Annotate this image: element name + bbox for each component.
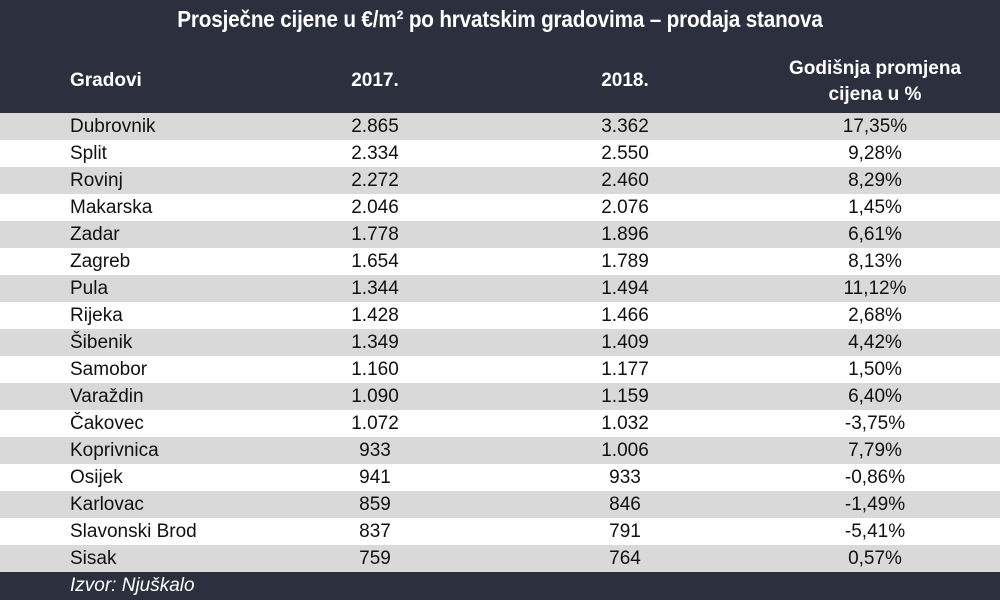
cell-change: 6,40% bbox=[848, 386, 902, 407]
table-row bbox=[0, 464, 1000, 491]
table-row bbox=[0, 356, 1000, 383]
cell-change: -1,49% bbox=[844, 494, 906, 515]
cell-2017: 759 bbox=[359, 548, 391, 569]
cell-change: 2,68% bbox=[848, 305, 902, 326]
table-row bbox=[0, 275, 1000, 302]
cell-change: 8,13% bbox=[848, 251, 902, 272]
table-row bbox=[0, 302, 1000, 329]
cell-2017: 1.160 bbox=[351, 359, 399, 380]
cell-2017: 1.090 bbox=[351, 386, 399, 407]
cell-city: Samobor bbox=[70, 359, 148, 380]
cell-city: Dubrovnik bbox=[70, 116, 156, 137]
column-header-2017: 2017. bbox=[351, 70, 399, 91]
table-row bbox=[0, 545, 1000, 572]
cell-2017: 1.654 bbox=[351, 251, 399, 272]
cell-city: Šibenik bbox=[70, 332, 133, 353]
table-row bbox=[0, 437, 1000, 464]
cell-2018: 1.006 bbox=[601, 440, 649, 461]
cell-city: Zadar bbox=[70, 224, 120, 245]
cell-city: Pula bbox=[70, 278, 109, 299]
cell-change: 6,61% bbox=[848, 224, 902, 245]
table-row bbox=[0, 248, 1000, 275]
cell-city: Rovinj bbox=[70, 170, 123, 191]
cell-2017: 2.046 bbox=[351, 197, 399, 218]
table-row bbox=[0, 410, 1000, 437]
cell-city: Osijek bbox=[70, 467, 123, 488]
cell-city: Split bbox=[70, 143, 107, 164]
cell-city: Čakovec bbox=[70, 413, 144, 434]
cell-2018: 2.076 bbox=[601, 197, 649, 218]
cell-2018: 1.789 bbox=[601, 251, 649, 272]
cell-2017: 1.072 bbox=[351, 413, 399, 434]
cell-city: Karlovac bbox=[70, 494, 144, 515]
cell-change: -0,86% bbox=[844, 467, 906, 488]
table-footer bbox=[0, 572, 1000, 600]
cell-2018: 1.032 bbox=[601, 413, 649, 434]
cell-2018: 1.177 bbox=[601, 359, 649, 380]
cell-change: -5,41% bbox=[844, 521, 906, 542]
table-row bbox=[0, 383, 1000, 410]
cell-change: 7,79% bbox=[848, 440, 902, 461]
cell-city: Makarska bbox=[70, 197, 153, 218]
table-row bbox=[0, 329, 1000, 356]
cell-change: -3,75% bbox=[844, 413, 906, 434]
cell-change: 11,12% bbox=[843, 278, 907, 299]
cell-city: Varaždin bbox=[70, 386, 144, 407]
table-row bbox=[0, 518, 1000, 545]
column-header-change-line1: Godišnja promjena bbox=[788, 58, 962, 79]
cell-2017: 2.334 bbox=[351, 143, 399, 164]
cell-2017: 2.272 bbox=[351, 170, 399, 191]
source-note: Izvor: Njuškalo bbox=[70, 575, 195, 596]
cell-change: 0,57% bbox=[848, 548, 902, 569]
table-title: Prosječne cijene u €/m² po hrvatskim gradovima – prodaja stanova bbox=[177, 6, 823, 32]
column-header-change-line2: cijena u % bbox=[828, 84, 922, 105]
cell-2018: 764 bbox=[609, 548, 641, 569]
table-row bbox=[0, 194, 1000, 221]
cell-2018: 2.460 bbox=[601, 170, 649, 191]
cell-change: 9,28% bbox=[848, 143, 902, 164]
cell-city: Koprivnica bbox=[70, 440, 159, 461]
table-header bbox=[0, 0, 1000, 113]
cell-2018: 2.550 bbox=[601, 143, 649, 164]
cell-2018: 1.409 bbox=[601, 332, 649, 353]
table-row bbox=[0, 140, 1000, 167]
cell-2018: 791 bbox=[609, 521, 641, 542]
column-header-city: Gradovi bbox=[70, 70, 142, 91]
table-row bbox=[0, 221, 1000, 248]
cell-city: Slavonski Brod bbox=[70, 521, 197, 542]
cell-city: Rijeka bbox=[70, 305, 123, 326]
cell-2017: 1.778 bbox=[351, 224, 399, 245]
column-header-2018: 2018. bbox=[601, 70, 649, 91]
cell-2018: 3.362 bbox=[601, 116, 649, 137]
table-row bbox=[0, 113, 1000, 140]
cell-city: Zagreb bbox=[70, 251, 131, 272]
cell-2018: 1.466 bbox=[601, 305, 649, 326]
cell-2017: 859 bbox=[359, 494, 391, 515]
cell-2018: 1.896 bbox=[601, 224, 649, 245]
cell-change: 4,42% bbox=[848, 332, 902, 353]
table-row bbox=[0, 167, 1000, 194]
cell-2017: 2.865 bbox=[351, 116, 399, 137]
cell-2017: 941 bbox=[359, 467, 391, 488]
column-header-change bbox=[760, 56, 990, 108]
cell-2017: 1.428 bbox=[351, 305, 399, 326]
cell-2018: 1.159 bbox=[601, 386, 649, 407]
cell-change: 1,45% bbox=[848, 197, 902, 218]
cell-2017: 1.349 bbox=[351, 332, 399, 353]
cell-2017: 933 bbox=[359, 440, 391, 461]
cell-2017: 837 bbox=[359, 521, 391, 542]
table-body bbox=[0, 113, 1000, 572]
cell-city: Sisak bbox=[70, 548, 117, 569]
cell-2018: 1.494 bbox=[601, 278, 649, 299]
cell-change: 1,50% bbox=[848, 359, 902, 380]
cell-change: 17,35% bbox=[842, 116, 908, 137]
table-row bbox=[0, 491, 1000, 518]
cell-2018: 846 bbox=[609, 494, 641, 515]
cell-2018: 933 bbox=[609, 467, 641, 488]
cell-change: 8,29% bbox=[848, 170, 902, 191]
cell-2017: 1.344 bbox=[351, 278, 399, 299]
